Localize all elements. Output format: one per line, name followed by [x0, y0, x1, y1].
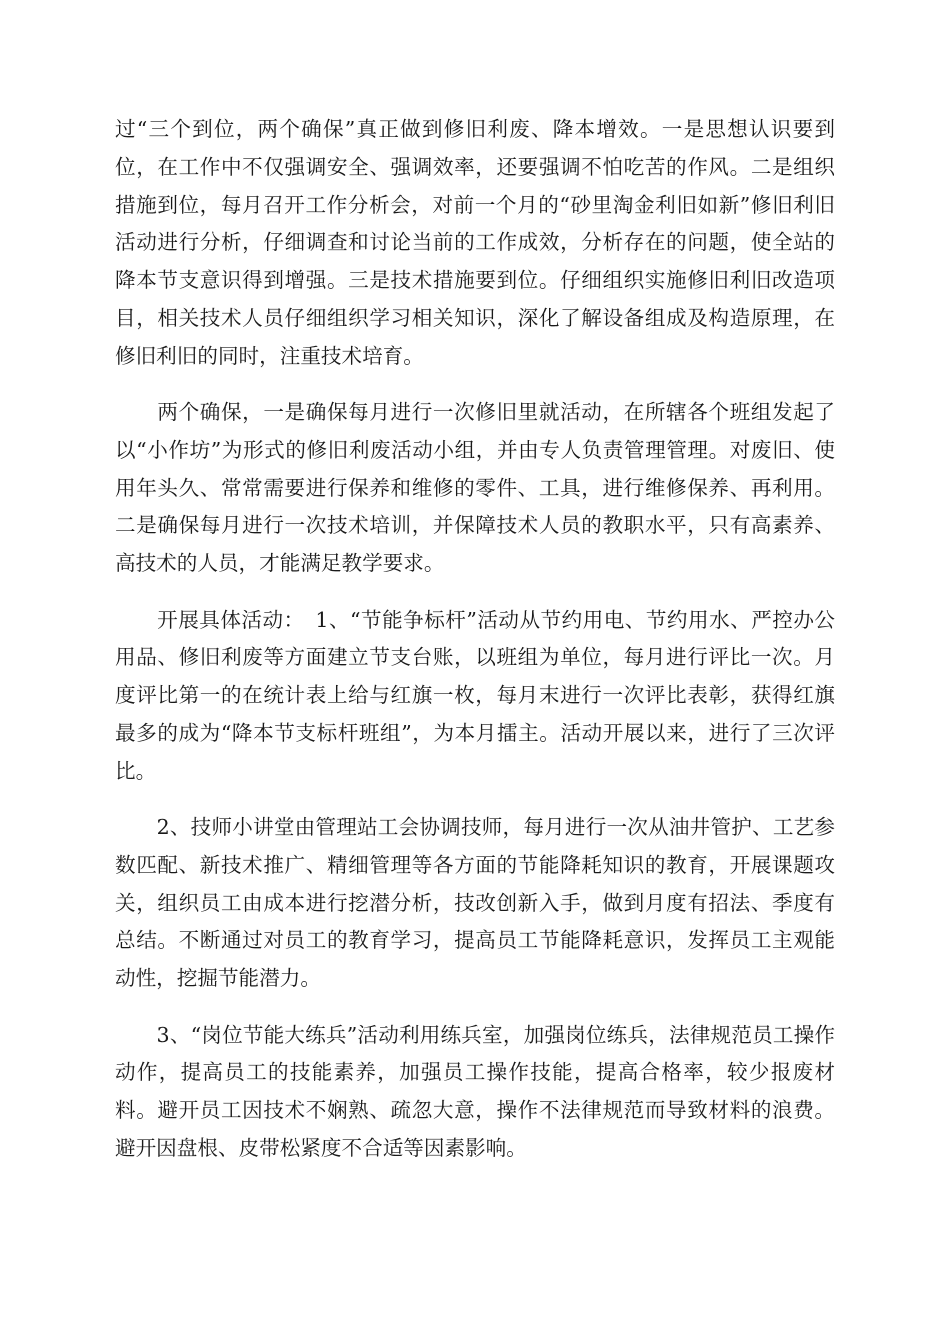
paragraph-activity-3: 3、“岗位节能大练兵”活动利用练兵室，加强岗位练兵，法律规范员工操作动作，提高员工的技能素养，加强员工操作技能，提高合格率，较少报废材料。避开员工因技术不娴熟、疏忽大意，操作不法律规范而导致材料的浪费。避开因盘根、皮带松紧度不合适等因素影响。 — [115, 1022, 835, 1160]
paragraph-two-ensures: 两个确保，一是确保每月进行一次修旧里就活动，在所辖各个班组发起了以“小作坊”为形式的修旧利废活动小组，并由专人负责管理管理。对废旧、使用年头久、常常需要进行保养和维修的零件、工具，进行维修保养、再利用。二是确保每月进行一次技术培训，并保障技术人员的教职水平，只有高素养、高技术的人员，才能满足教学要求。 — [115, 400, 835, 576]
document-body — [115, 111, 835, 1186]
paragraph-activity-2: 2、技师小讲堂由管理站工会协调技师，每月进行一次从油井管护、工艺参数匹配、新技术推广、精细管理等各方面的节能降耗知识的教育，开展课题攻关，组织员工由成本进行挖潜分析，技改创新入手，做到月度有招法、季度有总结。不断通过对员工的教育学习，提高员工节能降耗意识，发挥员工主观能动性，挖掘节能潜力。 — [115, 815, 835, 991]
paragraph-three-in-place: 过“三个到位，两个确保”真正做到修旧利废、降本增效。一是思想认识要到位，在工作中不仅强调安全、强调效率，还要强调不怕吃苦的作风。二是组织措施到位，每月召开工作分析会，对前一个月的“砂里淘金利旧如新”修旧利旧活动进行分析，仔细调查和讨论当前的工作成效，分析存在的问题，使全站的降本节支意识得到增强。三是技术措施要到位。仔细组织实施修旧利旧改造项目，相关技术人员仔细组织学习相关知识，深化了解设备组成及构造原理，在修旧利旧的同时，注重技术培育。 — [115, 117, 835, 368]
paragraph-activity-1: 开展具体活动： 1、“节能争标杆”活动从节约用电、节约用水、严控办公用品、修旧利废等方面建立节支台账，以班组为单位，每月进行评比一次。月度评比第一的在统计表上给与红旗一枚，每月末进行一次评比表彰，获得红旗最多的成为“降本节支标杆班组”，为本月擂主。活动开展以来，进行了三次评比。 — [115, 607, 835, 783]
